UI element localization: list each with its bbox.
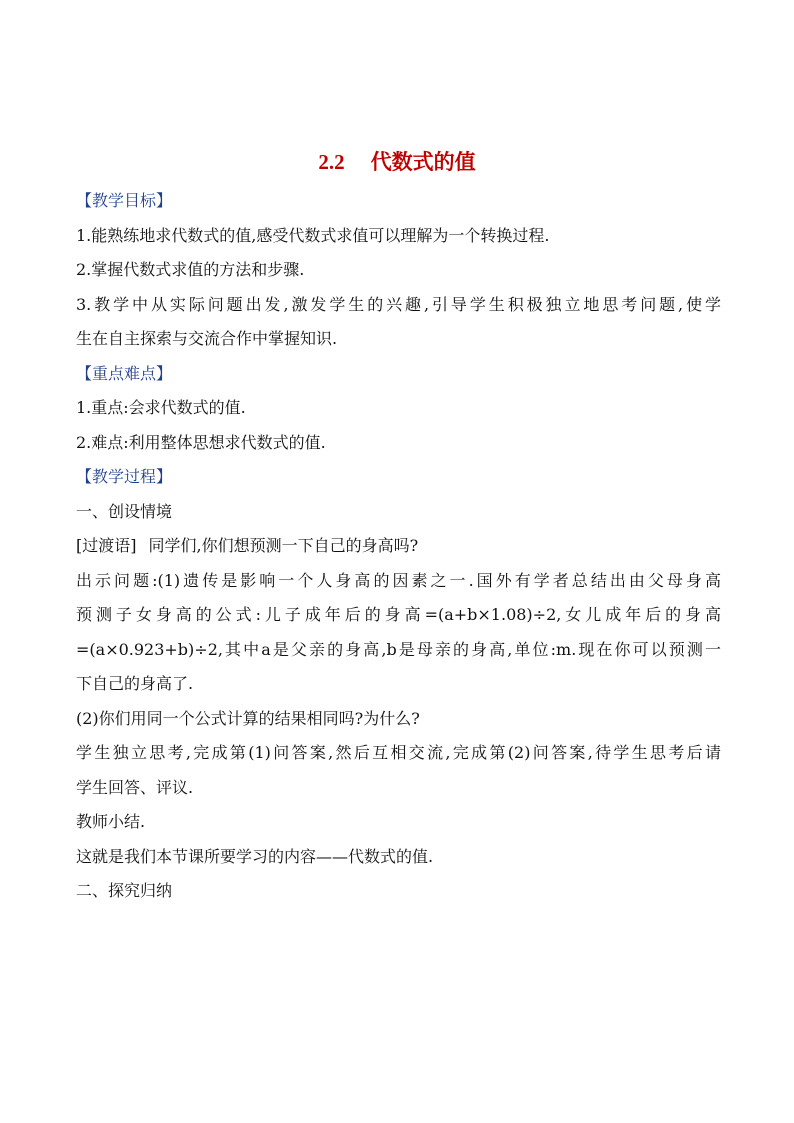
problem-line-4: 下自己的身高了. (76, 674, 194, 693)
heading-key-points: 【重点难点】 (76, 363, 173, 383)
problem-line-1: 出示问题:(1)遗传是影响一个人身高的因素之一.国外有学者总结出由父母身高 (76, 570, 721, 590)
document-body (76, 184, 721, 909)
lesson-intro: 这就是我们本节课所要学习的内容——代数式的值. (76, 846, 434, 866)
section-2-title: 二、探究归纳 (76, 881, 173, 900)
transition-tag: [过渡语] (76, 536, 137, 555)
goal-3-line-2: 生在自主探索与交流合作中掌握知识. (76, 329, 338, 348)
goal-3-line-1: 3.教学中从实际问题出发,激发学生的兴趣,引导学生积极独立地思考问题,使学 (76, 294, 721, 314)
key-point-2: 2.难点:利用整体思想求代数式的值. (76, 432, 326, 452)
question-2: (2)你们用同一个公式计算的结果相同吗?为什么? (76, 708, 420, 728)
section-title: 代数式的值 (370, 150, 476, 174)
page-title (0, 146, 794, 176)
problem-line-2: 预测子女身高的公式:儿子成年后的身高=(a+b×1.08)÷2,女儿成年后的身高 (76, 605, 721, 624)
heading-teaching-process: 【教学过程】 (76, 467, 173, 486)
activity-line-1: 学生独立思考,完成第(1)问答案,然后互相交流,完成第(2)问答案,待学生思考后请 (76, 743, 721, 762)
key-point-1: 1.重点:会求代数式的值. (76, 398, 246, 417)
goal-1: 1.能熟练地求代数式的值,感受代数式求值可以理解为一个转换过程. (76, 225, 550, 245)
heading-teaching-goals: 【教学目标】 (76, 191, 173, 210)
transition-text: 同学们,你们想预测一下自己的身高吗? (148, 536, 419, 555)
transition-line (76, 529, 721, 564)
activity-line-2: 学生回答、评议. (76, 777, 194, 797)
teacher-summary: 教师小结. (76, 812, 146, 831)
goal-2: 2.掌握代数式求值的方法和步骤. (76, 260, 305, 279)
section-number: 2.2 (318, 150, 345, 174)
section-1-title: 一、创设情境 (76, 501, 173, 521)
problem-line-3: =(a×0.923+b)÷2,其中a是父亲的身高,b是母亲的身高,单位:m.现在你可以预测一 (76, 639, 721, 659)
